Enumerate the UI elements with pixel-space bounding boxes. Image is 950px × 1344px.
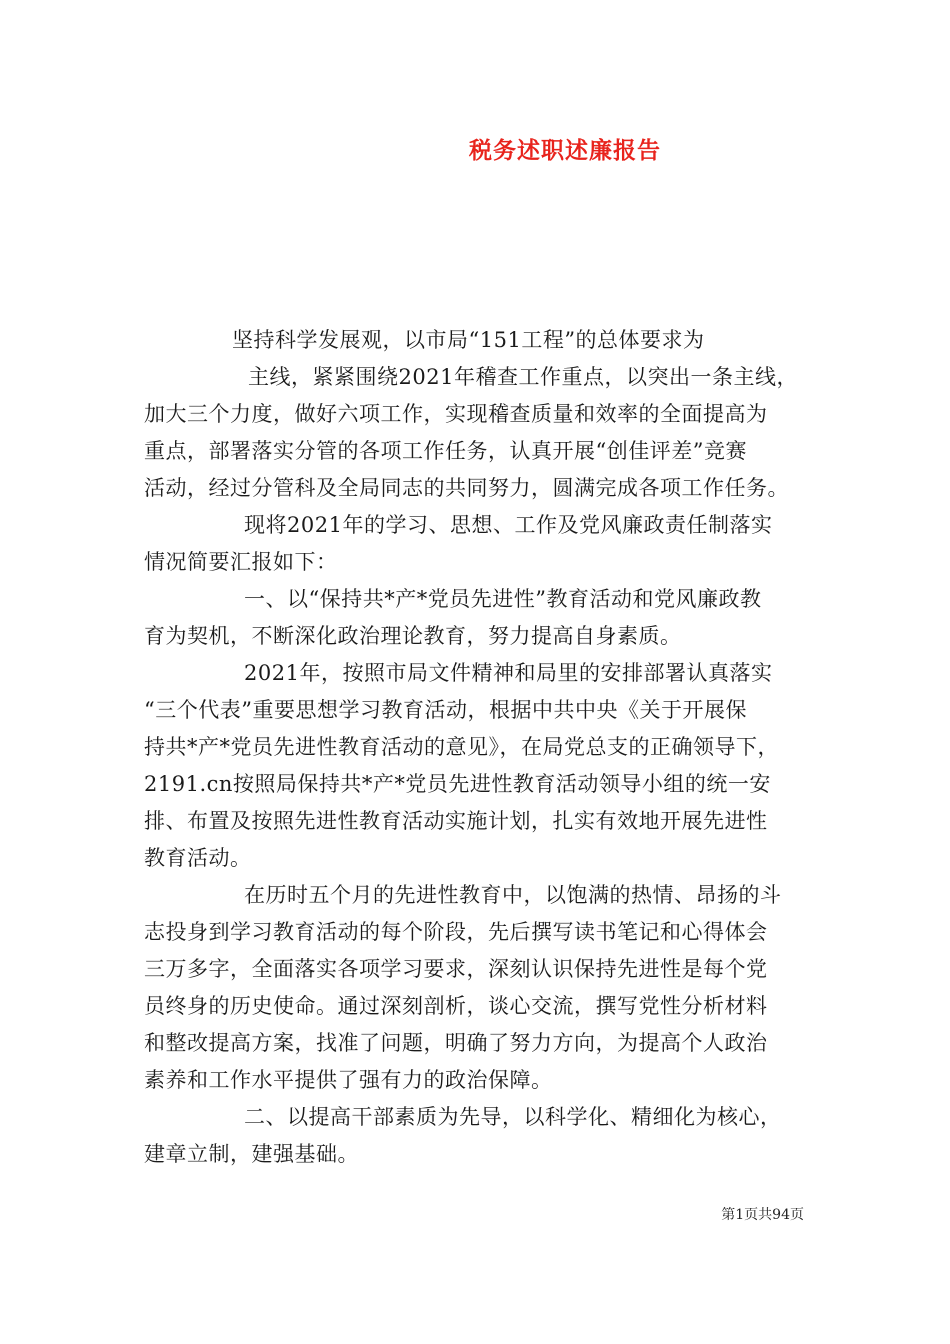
page-number: 第1页共94页 — [721, 1207, 804, 1223]
text-line: 加大三个力度，做好六项工作，实现稽查质量和效率的全面提高为 — [144, 402, 768, 426]
text-line: 主线，紧紧围绕2021年稽查工作重点，以突出一条主线， — [248, 365, 798, 389]
text-line: 育为契机，不断深化政治理论教育，努力提高自身素质。 — [144, 624, 682, 648]
text-line: 二、以提高干部素质为先导，以科学化、精细化为核心， — [244, 1105, 782, 1129]
text-line: 现将2021年的学习、思想、工作及党风廉政责任制落实 — [244, 513, 773, 537]
text-line: 重点，部署落实分管的各项工作任务，认真开展“创佳评差”竞赛 — [144, 439, 747, 463]
text-line: 素养和工作水平提供了强有力的政治保障。 — [144, 1068, 553, 1092]
text-line: 和整改提高方案，找准了问题，明确了努力方向，为提高个人政治 — [144, 1031, 768, 1055]
text-line: 排、布置及按照先进性教育活动实施计划，扎实有效地开展先进性 — [144, 809, 768, 833]
document-body — [144, 322, 816, 1173]
text-line: 持共*产*党员先进性教育活动的意见》，在局党总支的正确领导下， — [144, 735, 779, 759]
text-line: 活动，经过分管科及全局同志的共同努力，圆满完成各项工作任务。 — [144, 476, 789, 500]
text-line: 建章立制，建强基础。 — [144, 1142, 359, 1166]
text-line: 教育活动。 — [144, 846, 252, 870]
text-line: 情况简要汇报如下： — [144, 550, 338, 574]
text-line: 2191.cn按照局保持共*产*党员先进性教育活动领导小组的统一安 — [144, 772, 771, 796]
text-line: “三个代表”重要思想学习教育活动，根据中共中央《关于开展保 — [144, 698, 747, 722]
text-line: 在历时五个月的先进性教育中，以饱满的热情、昂扬的斗 — [244, 883, 782, 907]
text-line: 2021年，按照市局文件精神和局里的安排部署认真落实 — [244, 661, 773, 685]
text-line: 志投身到学习教育活动的每个阶段，先后撰写读书笔记和心得体会 — [144, 920, 768, 944]
text-line: 坚持科学发展观，以市局“151工程”的总体要求为 — [232, 328, 705, 352]
document-title: 税务述职述廉报告 — [469, 137, 661, 164]
text-line: 三万多字，全面落实各项学习要求，深刻认识保持先进性是每个党 — [144, 957, 768, 981]
text-line: 一、以“保持共*产*党员先进性”教育活动和党风廉政教 — [244, 587, 762, 611]
text-line: 员终身的历史使命。通过深刻剖析，谈心交流，撰写党性分析材料 — [144, 994, 768, 1018]
